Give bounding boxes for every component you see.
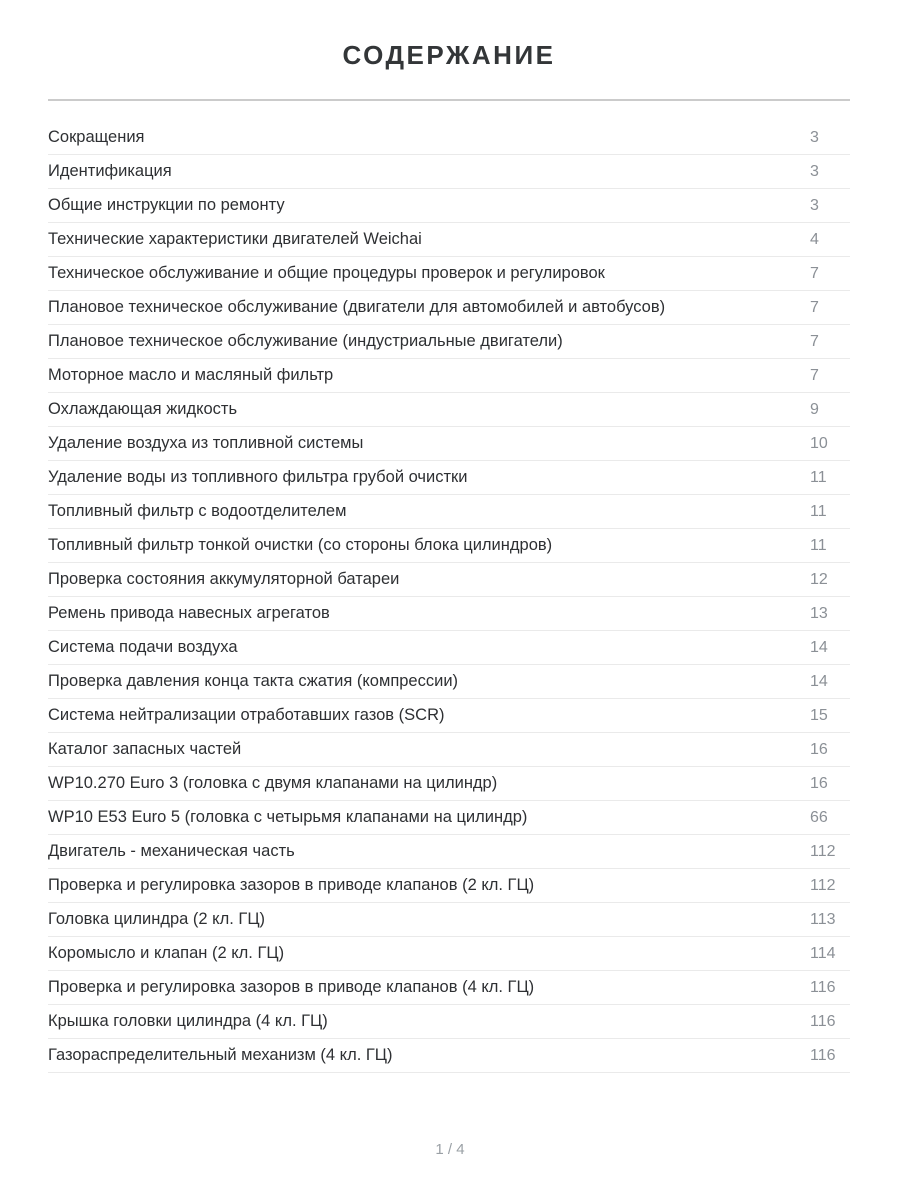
toc-entry-page-number: 113 [810, 910, 836, 928]
toc-entry[interactable] [48, 461, 850, 495]
title-divider [48, 99, 850, 101]
toc-entry[interactable] [48, 903, 850, 937]
toc-entry[interactable] [48, 937, 850, 971]
toc-entry-label: Технические характеристики двигателей Weichai [48, 230, 422, 248]
toc-entry-label: Коромысло и клапан (2 кл. ГЦ) [48, 944, 285, 962]
toc-entry-label: Каталог запасных частей [48, 740, 242, 758]
toc-entry[interactable] [48, 1039, 850, 1073]
toc-entry[interactable] [48, 325, 850, 359]
toc-entry-page-number: 7 [810, 332, 819, 350]
toc-entry-label: Плановое техническое обслуживание (двигатели для автомобилей и автобусов) [48, 298, 666, 316]
toc-entry-label: Проверка и регулировка зазоров в приводе клапанов (4 кл. ГЦ) [48, 978, 535, 996]
toc-entry[interactable] [48, 869, 850, 903]
toc-entry[interactable] [48, 121, 850, 155]
toc-entry[interactable] [48, 597, 850, 631]
toc-entry-page-number: 3 [810, 162, 819, 180]
toc-entry-label: Крышка головки цилиндра (4 кл. ГЦ) [48, 1012, 328, 1030]
toc-entry-label: Плановое техническое обслуживание (индустриальные двигатели) [48, 332, 563, 350]
toc-entry-label: Удаление воды из топливного фильтра грубой очистки [48, 468, 468, 486]
page-indicator: 1 / 4 [435, 1141, 465, 1158]
toc-entry-page-number: 3 [810, 128, 819, 146]
toc-entry-label: Двигатель - механическая часть [48, 842, 295, 860]
toc-entry[interactable] [48, 1005, 850, 1039]
toc-entry-label: Моторное масло и масляный фильтр [48, 366, 334, 384]
toc-entry[interactable] [48, 529, 850, 563]
toc-entry-page-number: 9 [810, 400, 819, 418]
toc-entry[interactable] [48, 767, 850, 801]
toc-entry-page-number: 112 [810, 876, 836, 894]
toc-entry-page-number: 116 [810, 1046, 836, 1064]
toc-entry[interactable] [48, 495, 850, 529]
toc-entry-label: Топливный фильтр с водоотделителем [48, 502, 347, 520]
toc-entry-page-number: 116 [810, 978, 836, 996]
toc-entry-label: Удаление воздуха из топливной системы [48, 434, 364, 452]
toc-entry-label: Охлаждающая жидкость [48, 400, 238, 418]
toc-entry-page-number: 3 [810, 196, 819, 214]
toc-entry[interactable] [48, 223, 850, 257]
toc-entry-page-number: 16 [810, 740, 828, 758]
toc-entry[interactable] [48, 359, 850, 393]
toc-entry-label: Газораспределительный механизм (4 кл. ГЦ) [48, 1046, 393, 1064]
toc-entry-label: Общие инструкции по ремонту [48, 196, 285, 214]
toc-entry[interactable] [48, 291, 850, 325]
toc-entry-label: Ремень привода навесных агрегатов [48, 604, 330, 622]
toc-entry-page-number: 10 [810, 434, 828, 452]
toc-entry-label: Головка цилиндра (2 кл. ГЦ) [48, 910, 266, 928]
toc-entry-page-number: 11 [810, 468, 827, 486]
toc-entry-page-number: 7 [810, 298, 819, 316]
toc-entry[interactable] [48, 393, 850, 427]
toc-entry-page-number: 13 [810, 604, 828, 622]
toc-entry-page-number: 14 [810, 638, 828, 656]
toc-entry-page-number: 4 [810, 230, 819, 248]
toc-entry-label: WP10.270 Euro 3 (головка с двумя клапанами на цилиндр) [48, 774, 498, 792]
toc-entry[interactable] [48, 971, 850, 1005]
toc-entry-label: Проверка давления конца такта сжатия (компрессии) [48, 672, 459, 690]
toc-entry[interactable] [48, 427, 850, 461]
toc-entry[interactable] [48, 835, 850, 869]
toc-entry-label: WP10 E53 Euro 5 (головка с четырьмя клапанами на цилиндр) [48, 808, 528, 826]
toc-entry[interactable] [48, 699, 850, 733]
toc-entry-label: Сокращения [48, 128, 145, 146]
toc-entry-page-number: 7 [810, 366, 819, 384]
toc-entry-label: Система нейтрализации отработавших газов (SCR) [48, 706, 445, 724]
toc-entry-label: Проверка состояния аккумуляторной батареи [48, 570, 400, 588]
toc-entry[interactable] [48, 155, 850, 189]
toc-entry-page-number: 112 [810, 842, 836, 860]
toc-entry-label: Идентификация [48, 162, 172, 180]
toc-entry-page-number: 116 [810, 1012, 836, 1030]
toc-entry[interactable] [48, 665, 850, 699]
toc-entry-page-number: 66 [810, 808, 828, 826]
toc-entry-page-number: 7 [810, 264, 819, 282]
toc-entry-page-number: 12 [810, 570, 828, 588]
toc-entry-page-number: 11 [810, 502, 827, 520]
toc-entry[interactable] [48, 257, 850, 291]
toc-entry-label: Техническое обслуживание и общие процедуры проверок и регулировок [48, 264, 605, 282]
toc-entry[interactable] [48, 801, 850, 835]
toc-entry[interactable] [48, 189, 850, 223]
toc-entry-label: Топливный фильтр тонкой очистки (со стороны блока цилиндров) [48, 536, 553, 554]
toc-entry-page-number: 114 [810, 944, 836, 962]
toc-entry-label: Система подачи воздуха [48, 638, 238, 656]
toc-entry-page-number: 14 [810, 672, 828, 690]
toc-entry[interactable] [48, 733, 850, 767]
toc-entry[interactable] [48, 563, 850, 597]
toc-list [48, 121, 850, 1073]
toc-entry-page-number: 11 [810, 536, 827, 554]
toc-entry-page-number: 15 [810, 706, 828, 724]
toc-entry-page-number: 16 [810, 774, 828, 792]
page-title: СОДЕРЖАНИЕ [342, 40, 556, 70]
toc-entry-label: Проверка и регулировка зазоров в приводе клапанов (2 кл. ГЦ) [48, 876, 535, 894]
toc-entry[interactable] [48, 631, 850, 665]
